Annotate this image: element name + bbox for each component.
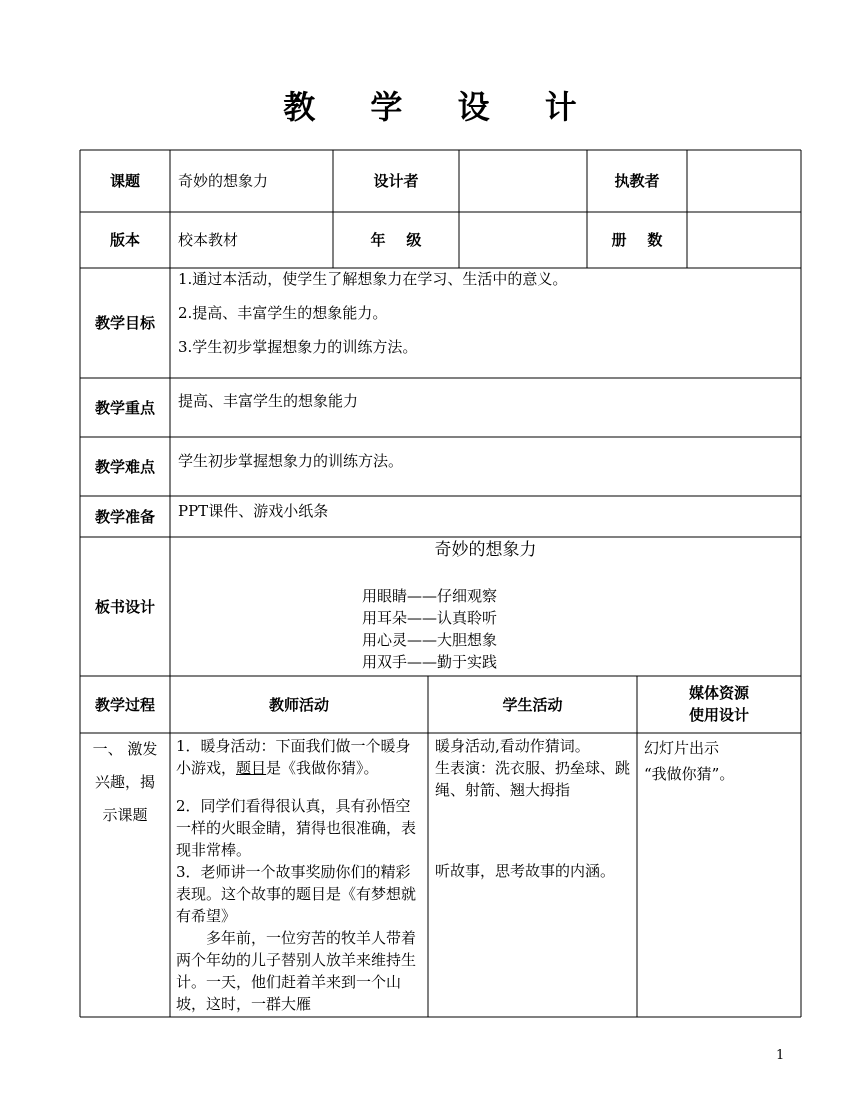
key-points-value: 提高、丰富学生的想象能力 (178, 392, 359, 410)
grade-value (459, 229, 587, 259)
stage-line: 一、 激发 (92, 740, 158, 758)
page-number: 1 (776, 1048, 785, 1063)
teacher-step-3: 3．老师讲一个故事奖励你们的精彩表现。这个故事的题目是《有梦想就有希望》 (176, 863, 417, 925)
teacher-activity (176, 735, 424, 1015)
board-line: 用耳朵——认真聆听 (362, 609, 498, 627)
teacher-value (687, 170, 801, 200)
board-line: 用眼睛——仔细观察 (362, 587, 498, 605)
topic-value: 奇妙的想象力 (178, 172, 269, 190)
media-header-line: 媒体资源 (688, 684, 749, 702)
grade-label: 年 级 (370, 231, 422, 249)
board-line: 用心灵——大胆想象 (362, 631, 498, 649)
media-design (644, 735, 799, 795)
edition-label: 版本 (109, 231, 140, 249)
student-step-1: 暖身活动,看动作猜词。 (435, 737, 590, 755)
board-label: 板书设计 (94, 597, 155, 616)
document-title: 教 学 设 计 (283, 88, 599, 126)
student-activity-header: 学生活动 (502, 695, 563, 714)
board-heading: 奇妙的想象力 (434, 540, 537, 560)
topic-label: 课题 (109, 172, 140, 190)
goal-item: 3.学生初步掌握想象力的训练方法。 (178, 338, 418, 356)
volume-value (687, 229, 801, 259)
goal-item: 1.通过本活动，使学生了解想象力在学习、生活中的意义。 (178, 270, 568, 288)
board-lines (362, 585, 562, 673)
designer-value (459, 170, 587, 200)
student-step-3: 听故事，思考故事的内涵。 (435, 862, 616, 880)
media-header (637, 682, 801, 728)
media-line-1: 幻灯片出示 (644, 739, 720, 757)
teacher-step-2: 2．同学们看得很认真，具有孙悟空一样的火眼金睛，猜得也很准确，表现非常棒。 (176, 797, 417, 859)
goals-list (170, 262, 801, 372)
student-step-2: 生表演：洗衣服、扔垒球、跳绳、射箭、翘大拇指 (435, 759, 631, 799)
key-points-label: 教学重点 (94, 398, 155, 417)
difficulties-label: 教学难点 (94, 457, 155, 476)
stage-title (80, 733, 170, 833)
goal-item: 2.提高、丰富学生的想象能力。 (178, 304, 388, 322)
teacher-step-1-text-end: 是《我做你猜》。 (266, 759, 379, 777)
goals-label: 教学目标 (94, 314, 155, 332)
edition-value: 校本教材 (178, 231, 239, 249)
preparation-label: 教学准备 (94, 507, 155, 526)
process-label: 教学过程 (94, 695, 155, 714)
teacher-activity-header: 教师活动 (268, 695, 329, 714)
board-line: 用双手——勤于实践 (362, 653, 498, 671)
teacher-label: 执教者 (614, 172, 660, 190)
media-header-line: 使用设计 (688, 706, 749, 724)
difficulties-value: 学生初步掌握想象力的训练方法。 (178, 452, 404, 470)
teacher-story: 多年前，一位穷苦的牧羊人带着两个年幼的儿子替别人放羊来维持生计。一天，他们赶着羊来到一个山坡，这时，一群大雁 (176, 929, 417, 1013)
student-activity (435, 735, 635, 805)
volume-label: 册 数 (611, 231, 663, 249)
stage-line: 示课题 (102, 806, 148, 824)
teacher-step-1-underlined: 题目 (236, 759, 267, 777)
stage-line: 兴趣，揭 (94, 773, 155, 791)
teacher-step-1 (176, 735, 424, 779)
preparation-value: PPT课件、游戏小纸条 (178, 502, 329, 520)
media-line-2: “我做你猜”。 (644, 765, 735, 783)
designer-label: 设计者 (373, 172, 419, 190)
teacher-step-1-text: 1．暖身活动：下面我们做一个暖身小游戏， (176, 737, 411, 777)
